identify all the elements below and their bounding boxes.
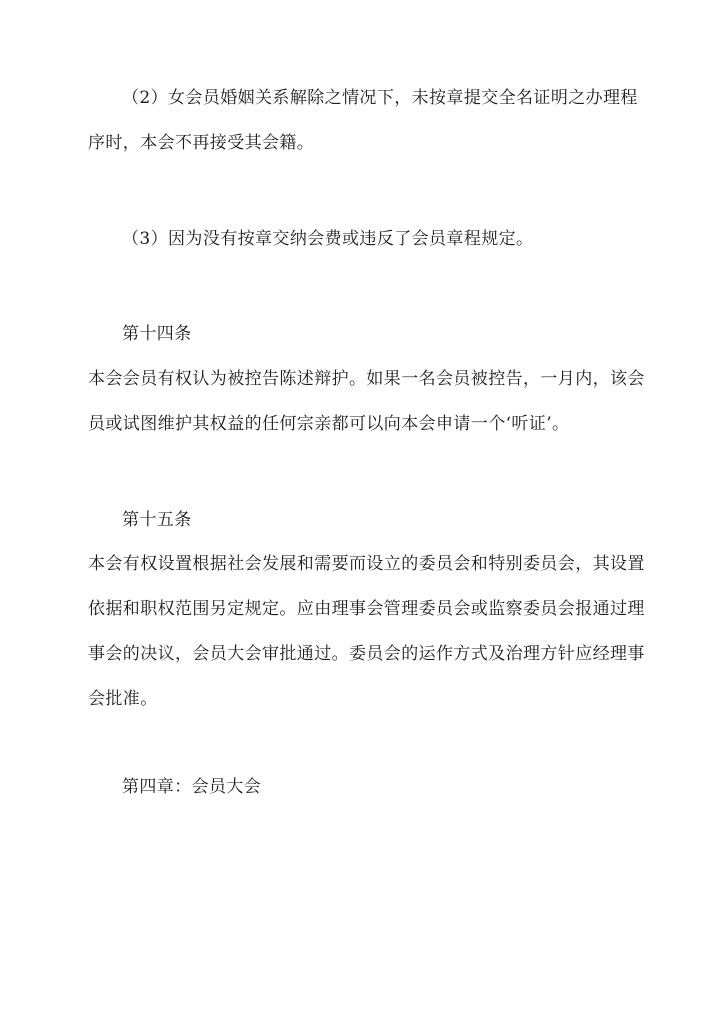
clause-2-line-2: 序时，本会不再接受其会籍。 (88, 133, 315, 153)
clause-2-line-1: （2）女会员婚姻关系解除之情况下，未按章提交全名证明之办理程 (122, 88, 638, 108)
article-14-line-2: 员或试图维护其权益的任何宗亲都可以向本会申请一个‘听证’。 (88, 414, 570, 434)
article-14-line-1: 本会会员有权认为被控告陈述辩护。如果一名会员被控告，一月内，该会 (88, 369, 645, 389)
article-15-line-3: 事会的决议，会员大会审批通过。委员会的运作方式及治理方针应经理事 (88, 644, 645, 664)
article-15-line-4: 会批准。 (88, 689, 158, 709)
chapter-4-heading: 第四章：会员大会 (122, 777, 262, 797)
article-15-line-1: 本会有权设置根据社会发展和需要而设立的委员会和特别委员会，其设置 (88, 554, 645, 574)
article-15-heading: 第十五条 (122, 510, 192, 530)
clause-3: （3）因为没有按章交纳会费或违反了会员章程规定。 (122, 229, 534, 249)
article-14-heading: 第十四条 (122, 324, 192, 344)
article-15-line-2: 依据和职权范围另定规定。应由理事会管理委员会或监察委员会报通过理 (88, 599, 645, 619)
